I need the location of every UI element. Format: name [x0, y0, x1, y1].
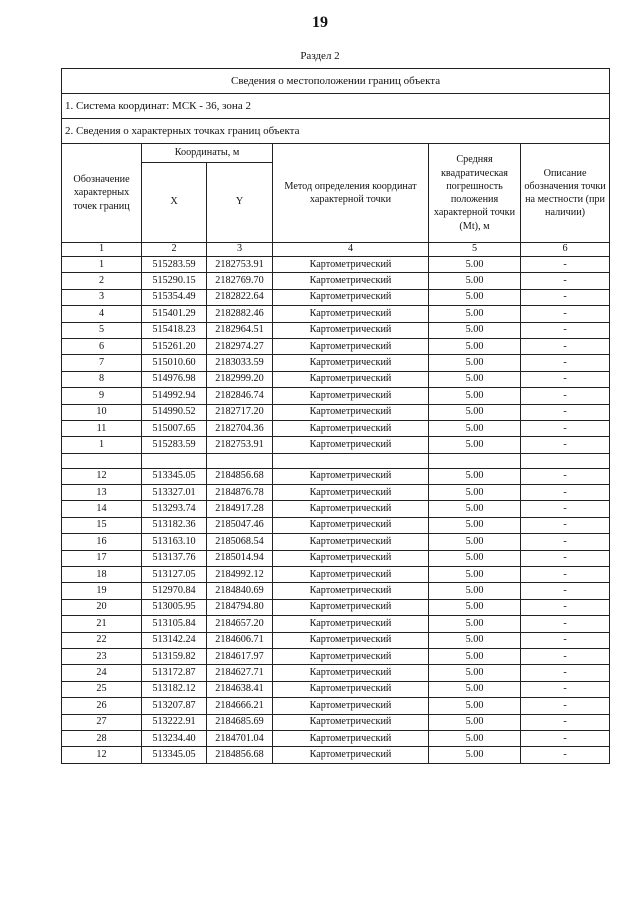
coord-y: 2184638.41 [207, 681, 273, 697]
method: Картометрический [273, 420, 429, 436]
header-accuracy: Средняя квадратическая погрешность положения характерной точки (Mt), м [429, 144, 521, 243]
method: Картометрический [273, 730, 429, 746]
coord-y: 2182717.20 [207, 404, 273, 420]
coord-y: 2184876.78 [207, 485, 273, 501]
description: - [521, 404, 610, 420]
header-x: X [142, 163, 207, 243]
empty-cell [521, 453, 610, 468]
accuracy: 5.00 [429, 388, 521, 404]
method: Картометрический [273, 289, 429, 305]
point-number: 12 [62, 468, 142, 484]
coord-y: 2184666.21 [207, 698, 273, 714]
description: - [521, 632, 610, 648]
description: - [521, 616, 610, 632]
accuracy: 5.00 [429, 665, 521, 681]
table-row [62, 583, 610, 599]
table-row [62, 273, 610, 289]
description: - [521, 665, 610, 681]
method: Картометрический [273, 388, 429, 404]
table-row [62, 437, 610, 453]
coord-x: 515007.65 [142, 420, 207, 436]
accuracy: 5.00 [429, 404, 521, 420]
coord-y: 2185014.94 [207, 550, 273, 566]
method: Картометрический [273, 501, 429, 517]
accuracy: 5.00 [429, 468, 521, 484]
method: Картометрический [273, 681, 429, 697]
point-number: 8 [62, 371, 142, 387]
description: - [521, 468, 610, 484]
empty-cell [273, 453, 429, 468]
accuracy: 5.00 [429, 583, 521, 599]
coord-y: 2182704.36 [207, 420, 273, 436]
description: - [521, 730, 610, 746]
coord-x: 512970.84 [142, 583, 207, 599]
table-row [62, 306, 610, 322]
accuracy: 5.00 [429, 698, 521, 714]
accuracy: 5.00 [429, 306, 521, 322]
method: Картометрический [273, 485, 429, 501]
column-number: 3 [207, 243, 273, 257]
coord-y: 2184917.28 [207, 501, 273, 517]
coord-x: 513234.40 [142, 730, 207, 746]
section-label: Раздел 2 [300, 50, 340, 62]
coord-x: 515418.23 [142, 322, 207, 338]
coord-x: 513293.74 [142, 501, 207, 517]
coord-y: 2182999.20 [207, 371, 273, 387]
method: Картометрический [273, 355, 429, 371]
coord-x: 513222.91 [142, 714, 207, 730]
accuracy: 5.00 [429, 289, 521, 305]
table-row [62, 632, 610, 648]
description: - [521, 698, 610, 714]
description: - [521, 567, 610, 583]
method: Картометрический [273, 567, 429, 583]
point-number: 14 [62, 501, 142, 517]
page-number: 19 [312, 14, 328, 31]
coord-y: 2183033.59 [207, 355, 273, 371]
description: - [521, 681, 610, 697]
accuracy: 5.00 [429, 632, 521, 648]
coord-x: 514992.94 [142, 388, 207, 404]
point-number: 26 [62, 698, 142, 714]
coord-y: 2185047.46 [207, 517, 273, 533]
table-row [62, 388, 610, 404]
point-number: 6 [62, 338, 142, 354]
description: - [521, 306, 610, 322]
accuracy: 5.00 [429, 550, 521, 566]
method: Картометрический [273, 517, 429, 533]
coord-y: 2182846.74 [207, 388, 273, 404]
point-number: 23 [62, 648, 142, 664]
point-number: 18 [62, 567, 142, 583]
coord-y: 2184856.68 [207, 468, 273, 484]
method: Картометрический [273, 599, 429, 615]
empty-cell [62, 453, 142, 468]
point-number: 19 [62, 583, 142, 599]
table-row [62, 468, 610, 484]
coord-x: 513137.76 [142, 550, 207, 566]
accuracy: 5.00 [429, 257, 521, 273]
point-number: 9 [62, 388, 142, 404]
table-row [62, 599, 610, 615]
description: - [521, 517, 610, 533]
point-number: 1 [62, 437, 142, 453]
coord-x: 515290.15 [142, 273, 207, 289]
description: - [521, 338, 610, 354]
coordinate-system: 1. Система координат: МСК - 36, зона 2 [62, 94, 610, 119]
description: - [521, 355, 610, 371]
coord-x: 513005.95 [142, 599, 207, 615]
table-row [62, 648, 610, 664]
point-number: 13 [62, 485, 142, 501]
accuracy: 5.00 [429, 355, 521, 371]
description: - [521, 648, 610, 664]
column-numbers-row [62, 243, 610, 257]
accuracy: 5.00 [429, 730, 521, 746]
coord-x: 513182.36 [142, 517, 207, 533]
table-row [62, 338, 610, 354]
accuracy: 5.00 [429, 322, 521, 338]
table-row [62, 534, 610, 550]
point-number: 3 [62, 289, 142, 305]
description: - [521, 437, 610, 453]
accuracy: 5.00 [429, 648, 521, 664]
coord-y: 2182822.64 [207, 289, 273, 305]
header-description: Описание обозначения точки на местности (при наличии) [521, 144, 610, 243]
table-row [62, 665, 610, 681]
accuracy: 5.00 [429, 501, 521, 517]
column-number: 5 [429, 243, 521, 257]
accuracy: 5.00 [429, 273, 521, 289]
table-row [62, 517, 610, 533]
method: Картометрический [273, 322, 429, 338]
coord-y: 2182769.70 [207, 273, 273, 289]
point-number: 7 [62, 355, 142, 371]
column-number: 4 [273, 243, 429, 257]
accuracy: 5.00 [429, 517, 521, 533]
table-row [62, 485, 610, 501]
coord-x: 513127.05 [142, 567, 207, 583]
method: Картометрический [273, 714, 429, 730]
accuracy: 5.00 [429, 616, 521, 632]
description: - [521, 583, 610, 599]
table-row [62, 550, 610, 566]
point-number: 25 [62, 681, 142, 697]
point-number: 28 [62, 730, 142, 746]
empty-cell [207, 453, 273, 468]
point-number: 27 [62, 714, 142, 730]
point-number: 5 [62, 322, 142, 338]
coord-y: 2182753.91 [207, 437, 273, 453]
point-number: 4 [62, 306, 142, 322]
description: - [521, 257, 610, 273]
description: - [521, 599, 610, 615]
coord-y: 2184617.97 [207, 648, 273, 664]
table-row [62, 681, 610, 697]
point-number: 2 [62, 273, 142, 289]
table-row [62, 714, 610, 730]
table-row [62, 322, 610, 338]
method: Картометрический [273, 583, 429, 599]
point-number: 20 [62, 599, 142, 615]
point-number: 24 [62, 665, 142, 681]
method: Картометрический [273, 550, 429, 566]
method: Картометрический [273, 534, 429, 550]
coord-x: 514976.98 [142, 371, 207, 387]
description: - [521, 420, 610, 436]
point-number: 10 [62, 404, 142, 420]
table-row [62, 730, 610, 746]
table-title: Сведения о местоположении границ объекта [62, 69, 610, 94]
coord-x: 513345.05 [142, 468, 207, 484]
method: Картометрический [273, 632, 429, 648]
method: Картометрический [273, 437, 429, 453]
accuracy: 5.00 [429, 567, 521, 583]
coord-y: 2182882.46 [207, 306, 273, 322]
description: - [521, 289, 610, 305]
accuracy: 5.00 [429, 371, 521, 387]
header-method: Метод определения координат характерной точки [273, 144, 429, 243]
description: - [521, 388, 610, 404]
table-row [62, 501, 610, 517]
coord-x: 513105.84 [142, 616, 207, 632]
coord-y: 2184856.68 [207, 747, 273, 763]
method: Картометрический [273, 468, 429, 484]
coord-x: 513142.24 [142, 632, 207, 648]
coord-x: 513172.87 [142, 665, 207, 681]
empty-cell [142, 453, 207, 468]
point-number: 17 [62, 550, 142, 566]
header-point-designation: Обозначение характерных точек границ [62, 144, 142, 243]
point-number: 21 [62, 616, 142, 632]
group-separator-row [62, 453, 610, 468]
header-coordinates: Координаты, м [142, 144, 273, 163]
coord-y: 2184992.12 [207, 567, 273, 583]
column-number: 6 [521, 243, 610, 257]
method: Картометрический [273, 648, 429, 664]
method: Картометрический [273, 371, 429, 387]
method: Картометрический [273, 404, 429, 420]
method: Картометрический [273, 257, 429, 273]
description: - [521, 485, 610, 501]
coord-y: 2182964.51 [207, 322, 273, 338]
coord-x: 513207.87 [142, 698, 207, 714]
description: - [521, 550, 610, 566]
point-number: 1 [62, 257, 142, 273]
coord-y: 2182753.91 [207, 257, 273, 273]
column-number: 1 [62, 243, 142, 257]
coord-x: 515354.49 [142, 289, 207, 305]
header-y: Y [207, 163, 273, 243]
table-row [62, 698, 610, 714]
coord-x: 513182.12 [142, 681, 207, 697]
point-number: 11 [62, 420, 142, 436]
coord-y: 2184606.71 [207, 632, 273, 648]
accuracy: 5.00 [429, 714, 521, 730]
table-row [62, 289, 610, 305]
method: Картометрический [273, 665, 429, 681]
point-number: 12 [62, 747, 142, 763]
coord-x: 513327.01 [142, 485, 207, 501]
column-number: 2 [142, 243, 207, 257]
description: - [521, 273, 610, 289]
accuracy: 5.00 [429, 534, 521, 550]
method: Картометрический [273, 306, 429, 322]
coord-y: 2185068.54 [207, 534, 273, 550]
accuracy: 5.00 [429, 485, 521, 501]
point-number: 16 [62, 534, 142, 550]
accuracy: 5.00 [429, 338, 521, 354]
method: Картометрический [273, 698, 429, 714]
table-row [62, 371, 610, 387]
method: Картометрический [273, 747, 429, 763]
coord-x: 515010.60 [142, 355, 207, 371]
coord-y: 2184627.71 [207, 665, 273, 681]
accuracy: 5.00 [429, 599, 521, 615]
empty-cell [429, 453, 521, 468]
description: - [521, 371, 610, 387]
table-row [62, 355, 610, 371]
description: - [521, 501, 610, 517]
accuracy: 5.00 [429, 437, 521, 453]
table-row [62, 616, 610, 632]
boundary-points-table [61, 68, 610, 764]
coord-x: 513163.10 [142, 534, 207, 550]
description: - [521, 322, 610, 338]
coord-x: 515261.20 [142, 338, 207, 354]
table-row [62, 567, 610, 583]
coord-x: 515283.59 [142, 437, 207, 453]
coord-y: 2184701.04 [207, 730, 273, 746]
method: Картометрический [273, 273, 429, 289]
accuracy: 5.00 [429, 747, 521, 763]
description: - [521, 747, 610, 763]
coord-y: 2184794.80 [207, 599, 273, 615]
coord-x: 514990.52 [142, 404, 207, 420]
accuracy: 5.00 [429, 681, 521, 697]
table-row [62, 257, 610, 273]
method: Картометрический [273, 616, 429, 632]
table-row [62, 747, 610, 763]
coord-y: 2184840.69 [207, 583, 273, 599]
coord-y: 2184657.20 [207, 616, 273, 632]
coord-x: 515401.29 [142, 306, 207, 322]
point-number: 22 [62, 632, 142, 648]
point-number: 15 [62, 517, 142, 533]
description: - [521, 714, 610, 730]
coord-x: 515283.59 [142, 257, 207, 273]
coord-x: 513159.82 [142, 648, 207, 664]
accuracy: 5.00 [429, 420, 521, 436]
table-row [62, 404, 610, 420]
coord-x: 513345.05 [142, 747, 207, 763]
table-row [62, 420, 610, 436]
points-heading: 2. Сведения о характерных точках границ объекта [62, 119, 610, 144]
description: - [521, 534, 610, 550]
coord-y: 2182974.27 [207, 338, 273, 354]
coord-y: 2184685.69 [207, 714, 273, 730]
method: Картометрический [273, 338, 429, 354]
